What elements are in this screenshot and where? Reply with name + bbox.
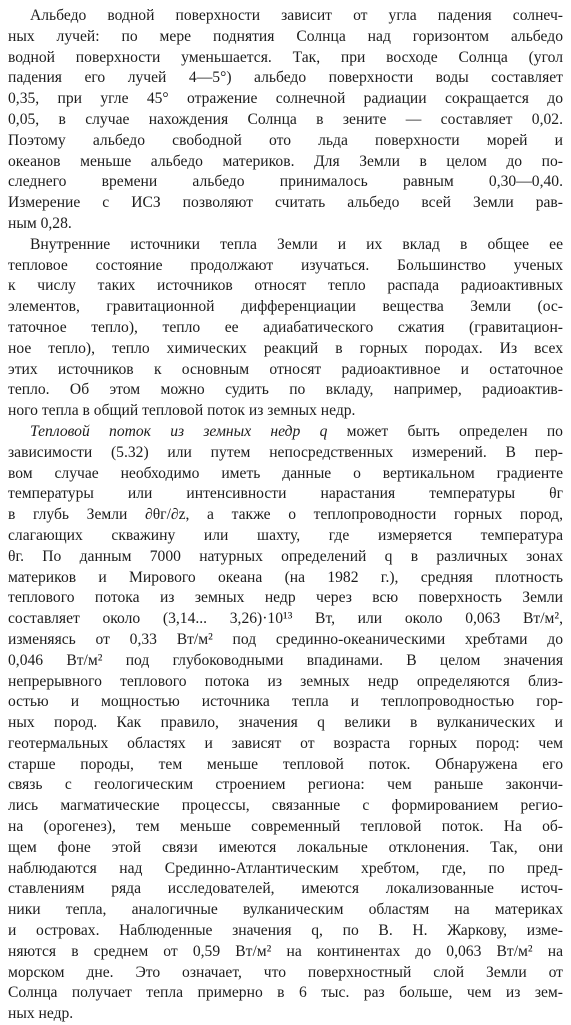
text-line: теплового потока из земных недр через всю поверхность Земли: [8, 589, 563, 607]
text-line: материков и Мирового океана (на 1982 г.), средняя плотность: [8, 568, 563, 586]
text-line: 0,05, в случае нахождения Солнца в зените — составляет 0,02.: [8, 110, 563, 128]
text-line: таточное тепло), тепло ее адиабатического сжатия (гравитацион-: [8, 318, 563, 336]
paragraph-heat-flow: [8, 422, 563, 1025]
text-line: Измерение с ИСЗ позволяют считать альбедо всей Земли рав-: [8, 194, 563, 212]
text-line: океанов меньше альбедо материков. Для Земли в целом до по-: [8, 152, 563, 170]
text-line: θг. По данным 7000 натурных определений q в различных зонах: [8, 547, 563, 565]
paragraph-internal-sources: [8, 235, 563, 422]
text-line: на (орогенез), тем меньше современный тепловой поток. На об-: [8, 818, 563, 836]
text-line: в глубь Земли ∂θг/∂z, а также о теплопроводности горных пород,: [8, 506, 563, 524]
text-line: 0,046 Вт/м² под глубоководными впадинами. В целом значения: [8, 651, 563, 669]
text-line: ставлениям ряда исследователей, имеются локализованные источ-: [8, 880, 563, 898]
text-line: следнего времени альбедо принималось равным 0,30—0,40.: [8, 173, 563, 191]
italic-term: Тепловой поток из земных недр q: [30, 422, 328, 440]
text-line: непрерывного теплового потока из земных недр определяются близ-: [8, 672, 563, 690]
text-line: щем фоне этой связи имеются локальные отклонения. Так, они: [8, 838, 563, 856]
text-line: этих источников к основным относят радиоактивное и остаточное: [8, 360, 563, 378]
text-line: ным 0,28.: [8, 214, 72, 232]
text-line: Альбедо водной поверхности зависит от угла падения солнеч-: [30, 7, 563, 24]
text-line: Солнца получает тепла примерно в 6 тыс. раз больше, чем из зем-: [8, 984, 563, 1002]
text-line: водной поверхности уменьшается. Так, при восходе Солнца (угол: [8, 48, 563, 66]
text-line: ных лучей: по мере поднятия Солнца над горизонтом альбедо: [8, 27, 563, 45]
text-line: изменяясь от 0,33 Вт/м² под срединно-океаническими хребтами до: [8, 630, 563, 648]
text-line: лись магматические процессы, связанные с формированием регио-: [8, 797, 563, 815]
text-line: составляет около (3,14... 3,26)·10¹³ Вт, или около 0,063 Вт/м²,: [8, 610, 563, 628]
text-line: ных недр.: [8, 1005, 74, 1023]
document-page: [8, 6, 563, 1025]
text-line: 0,35, при угле 45° отражение солнечной радиации сокращается до: [8, 90, 563, 108]
text-line: ное тепло), тепло химических реакций в горных породах. Из всех: [8, 339, 563, 357]
text-line: слагающих скважину или шахту, где измеряется температура: [8, 526, 563, 544]
text-line: наблюдаются над Срединно-Атлантическим хребтом, где, по пред-: [8, 859, 563, 877]
text-line: тепло. Об этом можно судить по вкладу, например, радиоактив-: [8, 381, 563, 399]
text-line: зависимости (5.32) или путем непосредственных измерений. В пер-: [8, 443, 563, 461]
text-line: няются в среднем от 0,59 Вт/м² на континентах до 0,063 Вт/м² на: [8, 942, 563, 960]
text-line: Поэтому альбедо свободной ото льда поверхности морей и: [8, 131, 563, 149]
text-line: морском дне. Это означает, что поверхностный слой Земли от: [8, 963, 563, 981]
text-line: старше породы, тем меньше тепловой поток. Обнаружена его: [8, 755, 563, 773]
text-line: связь с геологическим строением региона: чем раньше закончи-: [8, 776, 563, 794]
text-line: Внутренние источники тепла Земли и их вклад в общее ее: [30, 235, 563, 253]
text-line: элементов, гравитационной дифференциации вещества Земли (ос-: [8, 298, 563, 316]
paragraph-albedo: [8, 6, 563, 235]
text-line: ных пород. Как правило, значения q велики в вулканических и: [8, 714, 563, 732]
text-fragment: может быть определен по: [327, 422, 563, 440]
text-line: [8, 422, 563, 443]
text-line: температуры или интенсивности нарастания температуры θг: [8, 485, 563, 503]
text-line: тепловое состояние продолжают изучаться. Большинство ученых: [8, 256, 563, 274]
text-line: геотермальных областях и зависят от возраста горных пород: чем: [8, 734, 563, 752]
text-line: и островах. Наблюденные значения q, по В. Н. Жаркову, изме-: [8, 922, 563, 940]
text-line: к числу таких источников относят тепло распада радиоактивных: [8, 277, 563, 295]
text-line: остью и мощностью источника тепла и теплопроводностью гор-: [8, 693, 563, 711]
text-line: падения его лучей 4—5°) альбедо поверхности воды составляет: [8, 69, 563, 87]
text-line: ного тепла в общий тепловой поток из земных недр.: [8, 402, 356, 420]
text-line: вом случае необходимо иметь данные о вертикальном градиенте: [8, 464, 563, 482]
text-line: ники тепла, аналогичные вулканическим областям на материках: [8, 901, 563, 919]
